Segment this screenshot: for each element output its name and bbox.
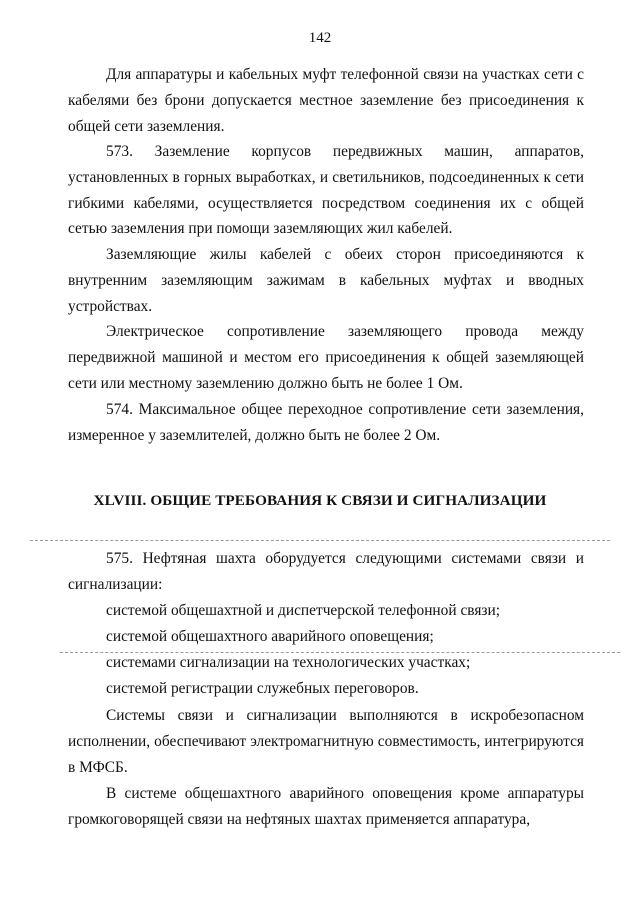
paragraph-574: 574. Максимальное общее переходное сопротивление сети заземления, измеренное у заземлителей, должно быть не более 2 Ом. [68, 401, 584, 444]
paragraph-alert-system: В системе общешахтного аварийного оповещения кроме аппаратуры громкоговорящей связи на нефтяных шахтах применяется аппаратура, [68, 785, 584, 828]
paragraph-systems: Системы связи и сигнализации выполняются в искробезопасном исполнении, обеспечивают электромагнитную совместимость, интегрируются в МФСБ. [68, 707, 584, 776]
paragraph-573: 573. Заземление корпусов передвижных машин, аппаратов, установленных в горных выработках, и светильников, подсоединенных к сети гибкими кабелями, осуществляется посредством соединения их с общей сетью заземления при помощи заземляющих жил кабелей. [68, 143, 584, 238]
list-item: системой общешахтного аварийного оповещения; [106, 628, 434, 645]
list-item: системой регистрации служебных переговоров. [106, 680, 419, 697]
list-item: системой общешахтной и диспетчерской телефонной связи; [106, 602, 501, 619]
section-heading: XLVIII. ОБЩИЕ ТРЕБОВАНИЯ К СВЯЗИ И СИГНАЛИЗАЦИИ [93, 492, 547, 509]
paragraph-resistance: Электрическое сопротивление заземляющего провода между передвижной машиной и местом его присоединения к общей заземляющей сети или местному заземлению должно быть не более 1 Ом. [68, 323, 584, 392]
page-number: 142 [308, 30, 332, 46]
paragraph-575: 575. Нефтяная шахта оборудуется следующими системами связи и сигнализации: [68, 550, 584, 593]
list-item: системами сигнализации на технологических участках; [106, 654, 471, 671]
scan-artifact-line [30, 540, 610, 541]
paragraph-cable-couplings: Для аппаратуры и кабельных муфт телефонной связи на участках сети с кабелями без брони допускается местное заземление без присоединения к общей сети заземления. [68, 66, 584, 135]
paragraph-grounding-cores: Заземляющие жилы кабелей с обеих сторон присоединяются к внутренним заземляющим зажимам в кабельных муфтах и вводных устройствах. [68, 246, 584, 315]
